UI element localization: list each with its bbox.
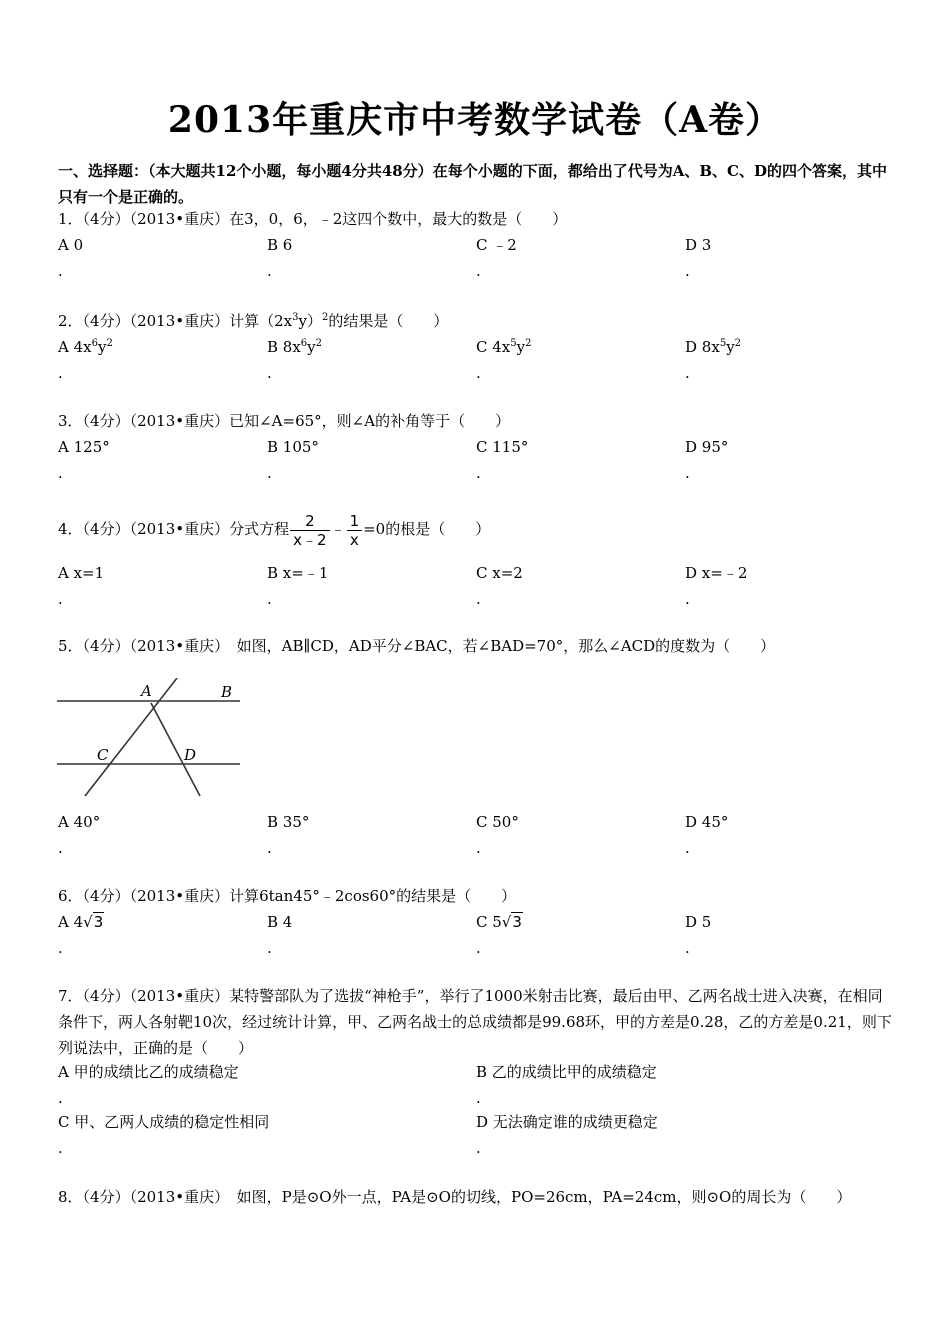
option-b[interactable]: B x=﹣1	[267, 564, 329, 582]
option-dot: .	[58, 1089, 63, 1107]
option-dot: .	[685, 590, 690, 608]
option-b[interactable]: B 35°	[267, 813, 310, 831]
option-dot: .	[58, 590, 63, 608]
question-1-stem: 1．（4分）（2013•重庆）在3，0，6，﹣2这四个数中，最大的数是（ ）	[58, 210, 568, 228]
label-a: A	[141, 682, 152, 700]
option-c[interactable]: C 50°	[476, 813, 519, 831]
option-dot: .	[685, 939, 690, 957]
option-c[interactable]: C 甲、乙两人成绩的稳定性相同	[58, 1113, 270, 1131]
question-6-options	[58, 909, 894, 961]
question-2-options	[58, 334, 894, 386]
option-dot: .	[685, 364, 690, 382]
page-title: 2013年重庆市中考数学试卷（A卷）	[167, 99, 783, 141]
option-a[interactable]: A 125°	[58, 438, 110, 456]
option-dot: .	[685, 262, 690, 280]
option-dot: .	[58, 839, 63, 857]
label-b: B	[221, 683, 233, 701]
option-dot: .	[58, 262, 63, 280]
question-3-options	[58, 434, 894, 486]
option-dot: .	[476, 839, 481, 857]
option-dot: .	[267, 364, 272, 382]
option-dot: .	[476, 262, 481, 280]
option-d[interactable]: D $8x^5y^2$	[685, 338, 742, 356]
option-d[interactable]: D 95°	[685, 438, 729, 456]
fraction-1-over-x: $\frac{1}{x}$	[347, 512, 363, 549]
option-dot: .	[476, 464, 481, 482]
question-8-stem: 8．（4分）（2013•重庆） 如图，P是⊙O外一点，PA是⊙O的切线，PO=26cm，PA=24cm，则⊙O的周长为（ ）	[58, 1188, 852, 1206]
option-dot: .	[685, 839, 690, 857]
option-dot: .	[58, 464, 63, 482]
option-dot: .	[476, 939, 481, 957]
question-7-options-row-1	[58, 1059, 894, 1111]
option-d[interactable]: D 无法确定谁的成绩更稳定	[476, 1113, 658, 1131]
option-a[interactable]: A 0	[58, 236, 84, 254]
option-dot: .	[476, 1089, 481, 1107]
option-dot: .	[476, 1139, 481, 1157]
section-heading: 一、选择题：（本大题共12个小题，每小题4分共48分）在每个小题的下面，都给出了代号为A、B、C、D的四个答案，其中只有一个是正确的。	[58, 162, 887, 206]
option-d[interactable]: D 3	[685, 236, 712, 254]
label-c: C	[97, 746, 109, 764]
question-2-stem: 2．（4分）（2013•重庆）计算$(2x^3y)^2$的结果是（ ）	[58, 312, 449, 330]
fraction-2-over-x-minus-2: $\frac{2}{x﹣2}$	[290, 512, 329, 549]
option-c[interactable]: C ﹣2	[476, 236, 517, 254]
option-dot: .	[267, 590, 272, 608]
question-7-stem: 7．（4分）（2013•重庆）某特警部队为了选拔“神枪手”，举行了1000米射击比赛，最后由甲、乙两名战士进入决赛，在相同条件下，两人各射靶10次，经过统计计算，甲、乙两名战士的总成绩都是99.68环，甲的方差是0.28，乙的方差是0.21，则下列说法中，正确的是（ ）	[58, 987, 892, 1057]
option-dot: .	[476, 364, 481, 382]
option-dot: .	[267, 839, 272, 857]
option-b[interactable]: B 6	[267, 236, 293, 254]
option-dot: .	[267, 939, 272, 957]
option-dot: .	[476, 590, 481, 608]
question-5-options	[58, 809, 894, 861]
option-b[interactable]: B $8x^6y^2$	[267, 338, 323, 356]
question-1-options	[58, 232, 894, 284]
option-dot: .	[58, 939, 63, 957]
option-d[interactable]: D 5	[685, 913, 712, 931]
option-dot: .	[267, 464, 272, 482]
option-d[interactable]: D x=﹣2	[685, 564, 748, 582]
question-3-stem: 3．（4分）（2013•重庆）已知∠A=65°，则∠A的补角等于（ ）	[58, 412, 511, 430]
option-b[interactable]: B 105°	[267, 438, 319, 456]
label-d: D	[184, 746, 197, 764]
option-d[interactable]: D 45°	[685, 813, 729, 831]
option-c[interactable]: C 5√3	[476, 909, 523, 935]
option-a[interactable]: A 4√3	[58, 909, 104, 935]
question-4-options	[58, 560, 894, 612]
option-b[interactable]: B 4	[267, 913, 293, 931]
question-7-options-row-2	[58, 1109, 894, 1161]
option-c[interactable]: C x=2	[476, 564, 523, 582]
question-5-stem: 5．（4分）（2013•重庆） 如图，AB∥CD，AD平分∠BAC，若∠BAD=70°，那么∠ACD的度数为（ ）	[58, 637, 776, 655]
option-a[interactable]: A 40°	[58, 813, 101, 831]
parallel-lines-figure	[55, 678, 245, 800]
question-6-stem: 6．（4分）（2013•重庆）计算6tan45°﹣2cos60°的结果是（ ）	[58, 887, 517, 905]
question-4-stem: 4．（4分）（2013•重庆）分式方程 $\frac{2}{x﹣2}$ ﹣ $\frac{1}{x}$ =0的根是（ ）	[58, 511, 491, 549]
option-a[interactable]: A $4x^6y^2$	[58, 338, 113, 356]
option-a[interactable]: A 甲的成绩比乙的成绩稳定	[58, 1063, 239, 1081]
option-dot: .	[58, 1139, 63, 1157]
option-dot: .	[58, 364, 63, 382]
option-dot: .	[685, 464, 690, 482]
square-root: √3	[501, 913, 522, 931]
option-a[interactable]: A x=1	[58, 564, 105, 582]
option-dot: .	[267, 262, 272, 280]
line-ac	[85, 678, 177, 796]
option-c[interactable]: C $4x^5y^2$	[476, 338, 532, 356]
square-root: √3	[83, 913, 104, 931]
option-b[interactable]: B 乙的成绩比甲的成绩稳定	[476, 1063, 657, 1081]
option-c[interactable]: C 115°	[476, 438, 529, 456]
